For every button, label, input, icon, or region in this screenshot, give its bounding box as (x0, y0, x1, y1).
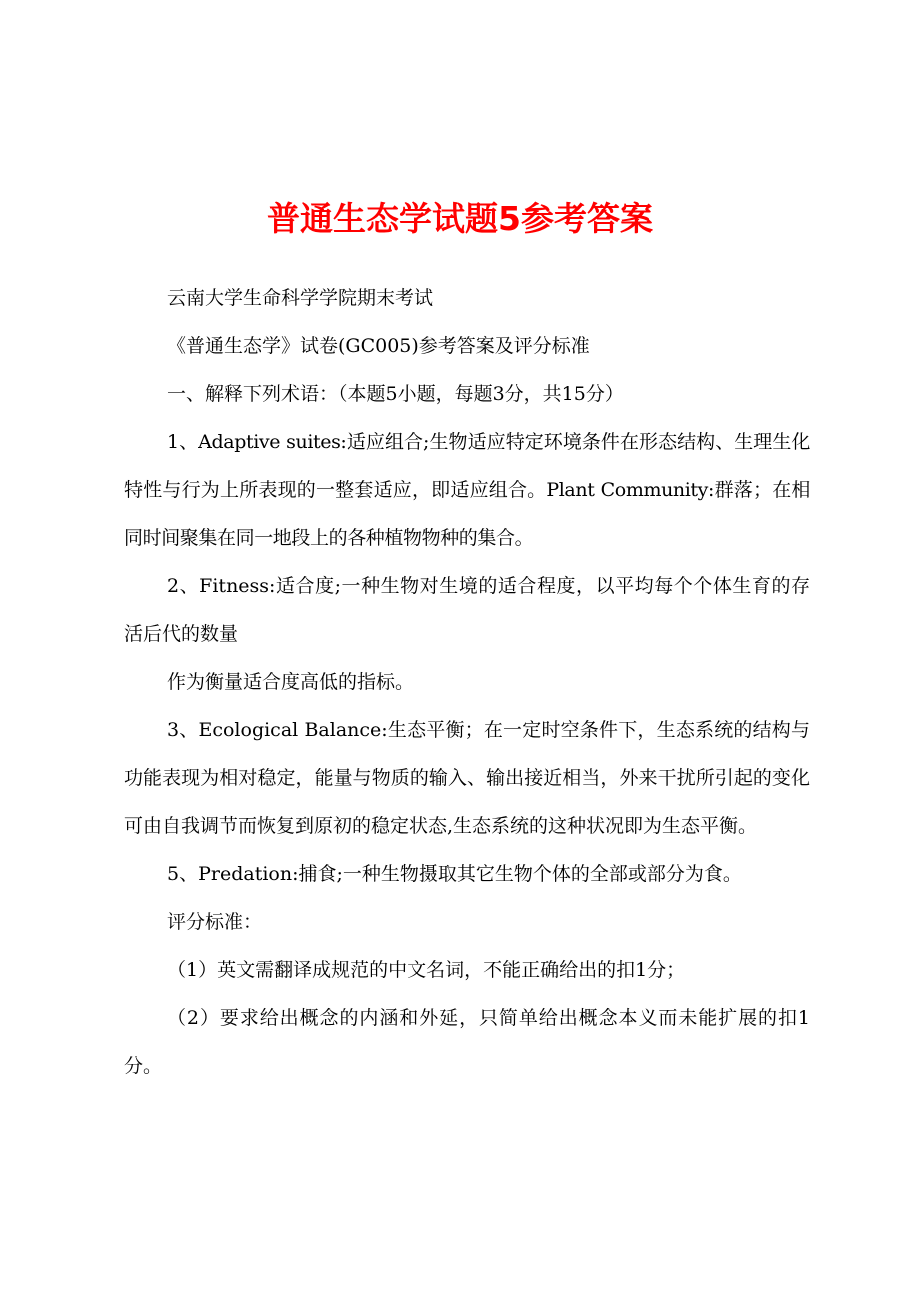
paragraph-term-5: 5、Predation:捕食;一种生物摄取其它生物个体的全部或部分为食。 (167, 863, 742, 885)
document-body (124, 274, 810, 1090)
paragraph-term-3: 3、Ecological Balance:生态平衡；在一定时空条件下，生态系统的结构与功能表现为相对稳定，能量与物质的输入、输出接近相当，外来干扰所引起的变化可由自我调节而恢复到原初的稳定状态,生态系统的这种状况即为生态平衡。 (124, 719, 810, 837)
paragraph-section-heading: 一、解释下列术语：（本题5小题，每题3分，共15分） (167, 383, 624, 405)
paragraph-grading-rule-2: （2）要求给出概念的内涵和外延，只简单给出概念本义而未能扩展的扣1分。 (124, 1007, 810, 1077)
paragraph-university: 云南大学生命科学学院期末考试 (167, 287, 434, 309)
paragraph-grading-rule-1: （1）英文需翻译成规范的中文名词，不能正确给出的扣1分； (167, 959, 686, 981)
paragraph-grading-heading: 评分标准： (167, 911, 263, 933)
paragraph-term-2-continued: 作为衡量适合度高低的指标。 (167, 671, 415, 693)
paragraph-term-2: 2、Fitness:适合度;一种生物对生境的适合程度，以平均每个个体生育的存活后代的数量 (124, 575, 810, 645)
document-title: 普通生态学试题5参考答案 (267, 199, 653, 238)
paragraph-term-1: 1、Adaptive suites:适应组合;生物适应特定环境条件在形态结构、生理生化特性与行为上所表现的一整套适应，即适应组合。Plant Community:群落；在相同时间聚集在同一地段上的各种植物物种的集合。 (124, 431, 810, 549)
paragraph-exam-title: 《普通生态学》试卷(GC005)参考答案及评分标准 (167, 335, 590, 357)
